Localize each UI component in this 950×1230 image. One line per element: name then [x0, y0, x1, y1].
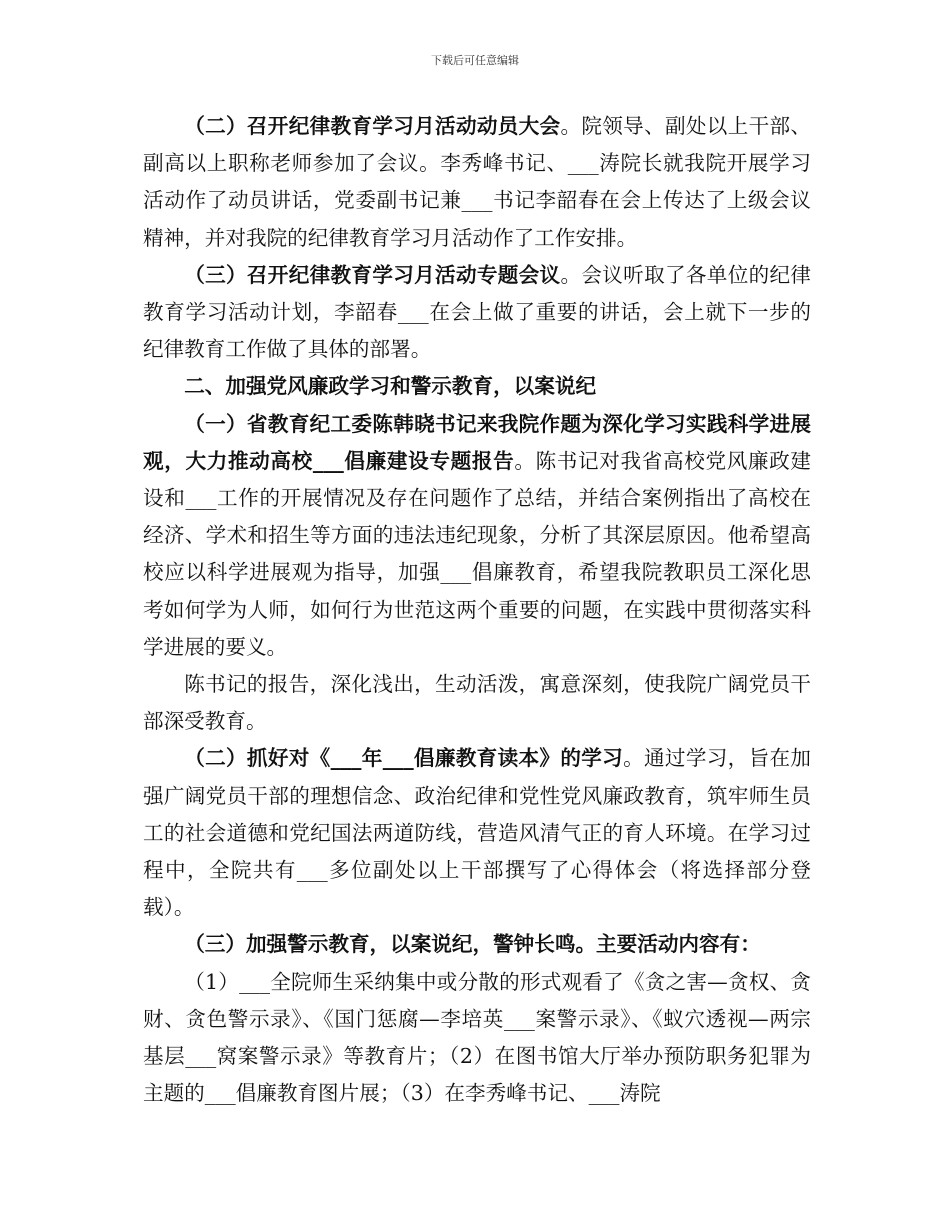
- paragraph-heading: （三）加强警示教育，以案说纪，警钟长鸣。主要活动内容有：: [184, 932, 761, 957]
- paragraph-text: （1）___全院师生采纳集中或分散的形式观看了《贪之害—贪权、贪财、贪色警示录》、《国门惩腐—李培英___案警示录》、《蚁穴透视—两宗基层___窝案警示录》等教育片；（2）在图书馆大厅举办预防职务犯罪为主题的___倡廉教育图片展；（3）在李秀峰书记、___涛院: [143, 969, 811, 1106]
- section-heading-text: 二、加强党风廉政学习和警示教育，以案说纪: [184, 374, 597, 399]
- paragraph-heading: （一）省教育纪工委陈韩晓书记来我院作题为深化学习实践科学进展观，大力推动高校___倡廉建设专题报告: [143, 411, 811, 473]
- paragraph-special-report: [143, 406, 811, 666]
- paragraph-text: 。会议听取了各单位的纪律教育学习活动计划，李韶春___在会上做了重要的讲话，会上就下一步的纪律教育工作做了具体的部署。: [143, 262, 812, 362]
- document-body: [143, 108, 811, 1112]
- paragraph-heading: （三）召开纪律教育学习月活动专题会议: [184, 262, 561, 287]
- paragraph-warning-education-heading: [143, 926, 811, 963]
- paragraph-activities-list: [143, 964, 811, 1113]
- paragraph-text: 陈书记的报告，深化浅出，生动活泼，寓意深刻，使我院广阔党员干部深受教育。: [143, 672, 811, 734]
- paragraph-heading: （二）召开纪律教育学习月活动动员大会: [184, 114, 561, 138]
- paragraph-text: 。院领导、副处以上干部、副高以上职称老师参加了会议。李秀峰书记、___涛院长就我院开展学习活动作了动员讲话，党委副书记兼___书记李韶春在会上传达了上级会议精神，并对我院的纪律教育学习月活动作了工作安排。: [143, 114, 812, 250]
- section-heading-two: [143, 368, 811, 405]
- page-header: 下载后可任意编辑: [431, 54, 519, 67]
- paragraph-reading-book: [143, 740, 811, 926]
- paragraph-text: 。通过学习，旨在加强广阔党员干部的理想信念、政治纪律和党性党风廉政教育，筑牢师生员工的社会道德和党纪国法两道防线，营造风清气正的育人环境。在学习过程中，全院共有___多位副处以上干部撰写了心得体会（将选择部分登载）。: [143, 746, 812, 920]
- paragraph-report-effect: [143, 666, 811, 740]
- paragraph-mobilization-meeting: [143, 108, 811, 257]
- paragraph-text: 。陈书记对我省高校党风廉政建设和___工作的开展情况及存在问题作了总结，并结合案例指出了高校在经济、学术和招生等方面的违法违纪现象，分析了其深层原因。他希望高校应以科学进展观为指导，加强___倡廉教育，希望我院教职员工深化思考如何学为人师，如何行为世范这两个重要的问题，在实践中贯彻落实科学进展的要义。: [143, 448, 812, 659]
- paragraph-heading: （二）抓好对《___年___倡廉教育读本》的学习: [184, 746, 624, 771]
- paragraph-special-meeting: [143, 257, 811, 369]
